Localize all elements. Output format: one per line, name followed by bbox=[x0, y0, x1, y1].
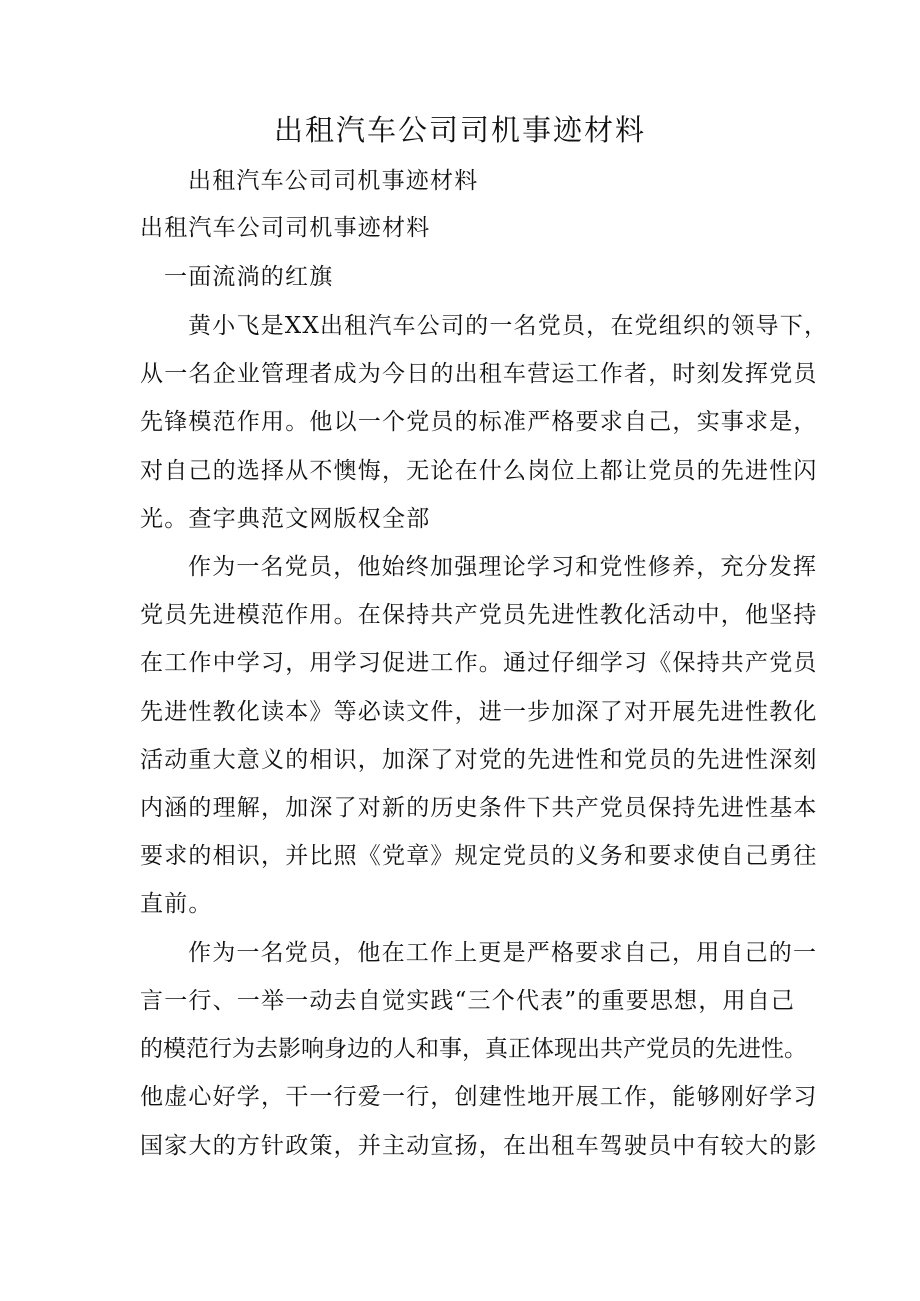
paragraph-2-line-7: 要求的相识，并比照《党章》规定党员的义务和要求使自己勇往 bbox=[140, 843, 818, 869]
document-title: 出租汽车公司司机事迹材料 bbox=[273, 113, 646, 147]
paragraph-2-line-3: 在工作中学习，用学习促进工作。通过仔细学习《保持共产党员 bbox=[140, 650, 818, 676]
paragraph-1-line-2: 从一名企业管理者成为今日的出租车营运工作者，时刻发挥党员 bbox=[140, 361, 818, 387]
paragraph-2-line-6: 内涵的理解，加深了对新的历史条件下共产党员保持先进性基本 bbox=[140, 795, 818, 821]
paragraph-3-line-4: 他虚心好学，干一行爱一行，创建性地开展工作，能够刚好学习 bbox=[140, 1084, 818, 1110]
paragraph-3-line-5: 国家大的方针政策，并主动宣扬，在出租车驾驶员中有较大的影 bbox=[140, 1133, 818, 1159]
paragraph-3-line-1: 作为一名党员，他在工作上更是严格要求自己，用自己的一 bbox=[188, 940, 818, 966]
paragraph-1-line-1: 黄小飞是XX出租汽车公司的一名党员，在党组织的领导下， bbox=[188, 313, 829, 339]
paragraph-2-line-8: 直前。 bbox=[140, 891, 213, 917]
subtitle-indented: 出租汽车公司司机事迹材料 bbox=[188, 168, 479, 194]
paragraph-1-line-5: 光。查字典范文网版权全部 bbox=[140, 506, 431, 532]
section-heading: 一面流淌的红旗 bbox=[164, 264, 334, 290]
paragraph-1-line-4: 对自己的选择从不懊悔，无论在什么岗位上都让党员的先进性闪 bbox=[140, 458, 818, 484]
subtitle-flush: 出租汽车公司司机事迹材料 bbox=[140, 215, 431, 241]
paragraph-3-line-3: 的模范行为去影响身边的人和事，真正体现出共产党员的先进性。 bbox=[140, 1036, 807, 1062]
paragraph-2-line-4: 先进性教化读本》等必读文件，进一步加深了对开展先进性教化 bbox=[140, 699, 818, 725]
paragraph-1-line-3: 先锋模范作用。他以一个党员的标准严格要求自己，实事求是， bbox=[140, 409, 818, 435]
paragraph-2-line-5: 活动重大意义的相识，加深了对党的先进性和党员的先进性深刻 bbox=[140, 747, 818, 773]
paragraph-2-line-2: 党员先进模范作用。在保持共产党员先进性教化活动中，他坚持 bbox=[140, 602, 818, 628]
paragraph-3-line-2: 言一行、一举一动去自觉实践“三个代表”的重要思想，用自己 bbox=[140, 988, 796, 1014]
paragraph-2-line-1: 作为一名党员，他始终加强理论学习和党性修养，充分发挥 bbox=[188, 554, 818, 580]
